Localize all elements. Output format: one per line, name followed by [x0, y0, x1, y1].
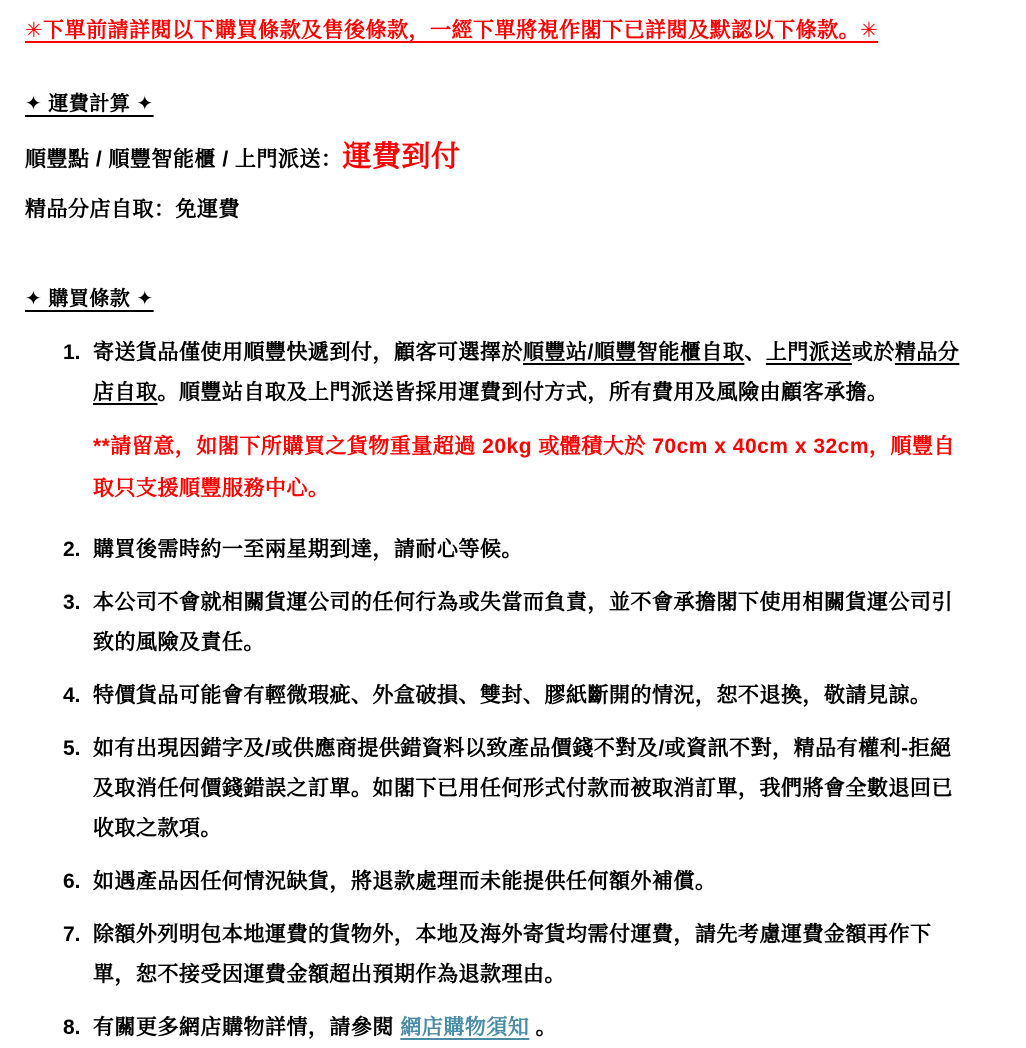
term-text — [93, 915, 973, 995]
purchase-terms-heading-text: ✦ 購買條款 ✦ — [25, 288, 154, 310]
term-text-segment: 寄送貨品僅使用順豐快遞到付，顧客可選擇於 — [93, 341, 523, 364]
term-text-segment: 如遇產品因任何情況缺貨，將退款處理而未能提供任何額外補償。 — [93, 870, 717, 893]
terms-list — [25, 333, 1000, 1048]
term-content — [93, 676, 973, 716]
term-content — [93, 1008, 973, 1048]
term-number: 4. — [63, 684, 81, 707]
term-content — [93, 729, 973, 849]
term-text-underlined: 精品分店自取 — [93, 341, 960, 404]
term-text — [93, 1008, 973, 1048]
term-item-4 — [63, 676, 1000, 716]
term-item-8 — [63, 1008, 1000, 1048]
term-text-segment: 除額外列明包本地運費的貨物外，本地及海外寄貨均需付運費，請先考慮運費金額再作下單，恕不接受因運費金額超出預期作為退款理由。 — [93, 923, 932, 986]
term-text-segment: 特價貨品可能會有輕微瑕疵、外盒破損、雙封、膠紙斷開的情況，恕不退換，敬請見諒。 — [93, 684, 932, 707]
term-number: 5. — [63, 737, 81, 760]
top-notice: ✳下單前請詳閱以下購買條款及售後條款，一經下單將視作閣下已詳閱及默認以下條款。✳ — [25, 19, 879, 42]
store-pickup-line: 精品分店自取：免運費 — [25, 198, 240, 221]
term-number: 1. — [63, 341, 81, 364]
term-item-6 — [63, 862, 1000, 902]
term-text-segment: 。順豐站自取及上門派送皆採用運費到付方式，所有費用及風險由顧客承擔。 — [157, 381, 889, 404]
weight-size-warning-note: **請留意，如閣下所購買之貨物重量超過 20kg 或體積大於 70cm x 40cm x 32cm，順豐自取只支援順豐服務中心。 — [93, 435, 956, 500]
term-item-1 — [63, 333, 1000, 517]
term-text — [93, 729, 973, 849]
term-content — [93, 530, 973, 570]
term-text — [93, 333, 973, 413]
term-item-7 — [63, 915, 1000, 995]
term-number: 3. — [63, 591, 81, 614]
term-text-segment: 有關更多網店購物詳情，請參閱 — [93, 1016, 401, 1039]
term-text-segment: 或於 — [851, 341, 895, 364]
term-text-underlined: 上門派送 — [765, 341, 852, 364]
term-number: 7. — [63, 923, 81, 946]
term-number: 8. — [63, 1016, 81, 1039]
term-text — [93, 676, 973, 716]
shipping-fee-heading — [25, 92, 1000, 116]
term-text-underlined: 順豐站/順豐智能櫃自取 — [523, 341, 745, 364]
term-content — [93, 862, 973, 902]
term-text — [93, 530, 973, 570]
term-content — [93, 583, 973, 663]
term-text-segment: 如有出現因錯字及/或供應商提供錯資料以致產品價錢不對及/或資訊不對，精品有權利-拒絕及取消任何價錢錯誤之訂單。如閣下已用任何形式付款而被取消訂單，我們將會全數退回已收取之款項。 — [93, 737, 953, 840]
term-text-segment: 。 — [529, 1016, 558, 1039]
term-content — [93, 915, 973, 995]
shipping-fee-heading-text: ✦ 運費計算 ✦ — [25, 93, 154, 115]
term-text — [93, 583, 973, 663]
term-number: 2. — [63, 538, 81, 561]
purchase-terms-heading — [25, 287, 1000, 311]
term-content — [93, 333, 973, 517]
shipping-methods-prefix: 順豐點 / 順豐智能櫃 / 上門派送： — [25, 148, 343, 171]
term-text-segment: 購買後需時約一至兩星期到達，請耐心等候。 — [93, 538, 523, 561]
term-number: 6. — [63, 870, 81, 893]
freight-collect-highlight: 運費到付 — [342, 141, 461, 173]
term-text — [93, 862, 973, 902]
term-text-segment: 本公司不會就相關貨運公司的任何行為或失當而負責，並不會承擔閣下使用相關貨運公司引致的風險及責任。 — [93, 591, 953, 654]
term-item-3 — [63, 583, 1000, 663]
store-shopping-guide-link[interactable]: 網店購物須知 — [400, 1016, 530, 1039]
shipping-methods-line — [25, 140, 1000, 177]
term-item-2 — [63, 530, 1000, 570]
term-text-segment: 、 — [744, 341, 766, 364]
term-item-5 — [63, 729, 1000, 849]
